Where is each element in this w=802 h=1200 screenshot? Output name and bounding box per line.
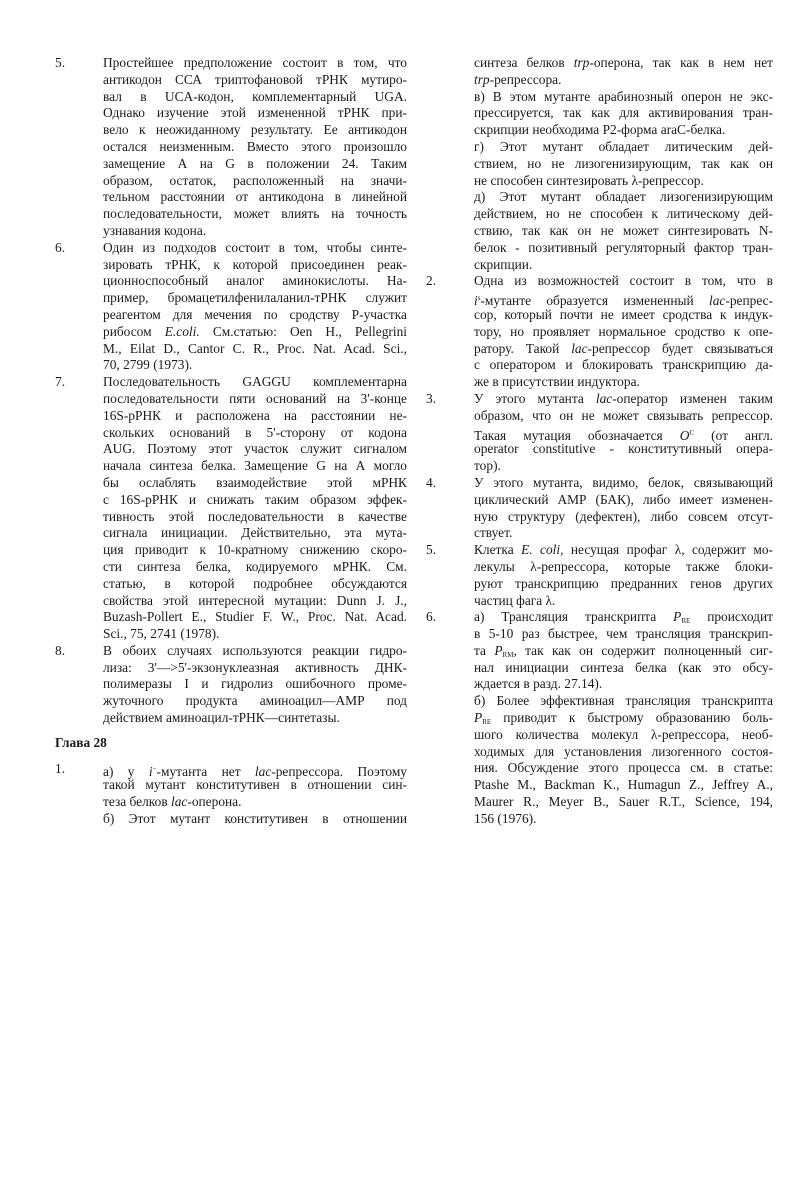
- text-segment: приводит к быстрому образованию боль-: [491, 710, 773, 726]
- text-line: лекулы λ-репрессора, которые также блоки-: [474, 558, 773, 574]
- text-line: ция приводит к 10-кратному снижению скоро-: [103, 542, 407, 558]
- paragraph: [474, 391, 773, 475]
- paragraph: [474, 89, 773, 139]
- answer-item: [55, 643, 407, 727]
- text-segment: -оператор изменен таким: [612, 390, 773, 406]
- text-segment: теза белков: [103, 794, 171, 810]
- italic-text: E. coli,: [521, 542, 564, 558]
- text-line: тор).: [474, 458, 501, 474]
- text-line: [474, 710, 773, 727]
- text-segment: (от англ.: [694, 427, 773, 443]
- italic-text: P: [673, 609, 682, 625]
- paragraph: [103, 643, 407, 727]
- text-line: Последовательность GAGGU комплементарна: [103, 374, 407, 390]
- italic-text: lac: [571, 340, 588, 356]
- text-line: ную структуру (дефектен), либо совсем отсут-: [474, 508, 773, 524]
- text-line: Одна из возможностей состоит в том, что в: [474, 273, 773, 289]
- item-body: [103, 55, 407, 240]
- paragraph: [474, 139, 773, 189]
- text-line: сигнала инициации. Действительно, эта мута-: [103, 525, 407, 541]
- item-body: [103, 761, 407, 828]
- item-number: 5.: [55, 55, 66, 70]
- text-line: 16S-рРНК и расположена на расстоянии не-: [103, 407, 407, 423]
- answer-item: [426, 55, 773, 273]
- text-line: Maurer R., Meyer B., Sauer R.T., Science, 194,: [474, 794, 773, 810]
- text-line: пример, бромацетилфенилаланил-тРНК служит: [103, 290, 407, 306]
- text-line: вело к неожиданному результату. Ее антикодон: [103, 122, 407, 138]
- italic-text: i: [148, 763, 153, 779]
- text-line: [474, 341, 773, 358]
- text-line: б) Этот мутант конститутивен в отношении: [103, 811, 407, 827]
- italic-text: O: [679, 427, 690, 443]
- text-line: ния. Обсуждение этого процесса см. в статье:: [474, 760, 773, 776]
- text-line: ждается в разд. 27.14).: [474, 676, 603, 692]
- italic-text: lac: [254, 763, 272, 779]
- paragraph: [474, 189, 773, 273]
- item-body: [474, 542, 773, 609]
- paragraph: [103, 811, 407, 828]
- text-segment: происходит: [690, 609, 774, 625]
- text-line: руют транскрипцию предранних генов других: [474, 575, 773, 591]
- text-line: тельном расстоянии от антикодона в линейной: [103, 189, 407, 205]
- text-line: реагентом для мечения по сродству Р-участка: [103, 306, 407, 322]
- italic-text: P: [494, 642, 503, 658]
- text-segment: -мутанте образуется измененный: [480, 293, 709, 309]
- text-line: [474, 391, 773, 408]
- item-number: 2.: [426, 273, 437, 289]
- text-line: [474, 72, 773, 89]
- text-segment: рибосом: [103, 323, 165, 339]
- text-line: 70, 2799 (1973).: [103, 357, 193, 373]
- subscript-text: RE: [681, 617, 691, 626]
- text-line: ходимых для установления лизогенного состоя-: [474, 743, 773, 759]
- text-segment: а) Трансляция транскрипта: [474, 609, 674, 625]
- text-line: ционноспособный аналог аминокислоты. На-: [103, 273, 407, 289]
- text-line: ствием, но не лизогенизирующим, так как он: [474, 155, 773, 171]
- text-line: [103, 324, 407, 341]
- item-body: [103, 374, 407, 643]
- text-line: антикодон ССА триптофановой тРНК мутиро-: [103, 71, 407, 87]
- subscript-text: RE: [482, 718, 492, 727]
- text-line: полимеразы I и гидролиз ошибочного проме-: [103, 676, 407, 692]
- paragraph: [474, 55, 773, 89]
- text-line: ствию, так как он не может синтезировать N-: [474, 222, 773, 238]
- superscript-text: C: [689, 428, 695, 437]
- chapter-heading: Глава 28: [55, 734, 107, 750]
- answer-item: [55, 761, 407, 828]
- text-line: сти синтеза белка, кодируемого мРНК. См.: [103, 558, 407, 574]
- paragraph: [103, 55, 407, 240]
- text-line: тивность этой последовательности в качестве: [103, 508, 407, 524]
- text-segment: У этого мутанта: [474, 390, 596, 406]
- text-segment: -оперона, так как в нем нет: [589, 55, 773, 70]
- text-line: нал инициации синтеза белка (как это обсу-: [474, 659, 773, 675]
- right-column: [426, 55, 773, 828]
- italic-text: lac: [595, 390, 613, 406]
- italic-text: P: [474, 710, 483, 726]
- italic-text: lac: [709, 293, 726, 309]
- text-segment: Такая мутация обозначается: [474, 427, 680, 443]
- paragraph: [474, 609, 773, 693]
- item-body: [474, 609, 773, 827]
- italic-text: i: [474, 293, 478, 309]
- text-line: [474, 425, 773, 442]
- item-number: 5.: [426, 542, 437, 558]
- paragraph: [103, 374, 407, 643]
- text-line: д) Этот мутант обладает лизогенизирующим: [474, 189, 773, 205]
- text-line: лиза: 3'—>5'-экзонуклеазная активность ДНК-: [103, 659, 407, 675]
- text-line: В обоих случаях используются реакции гидро-: [103, 642, 407, 658]
- item-body: [103, 643, 407, 727]
- text-line: вал в UCA-кодон, комплементарный UGA.: [103, 88, 407, 104]
- text-line: узнавания кодона.: [103, 222, 207, 238]
- item-body: [103, 240, 407, 374]
- item-number: 6.: [426, 609, 437, 625]
- paragraph: [474, 273, 773, 391]
- text-line: действием аминоацил-тРНК—синтетазы.: [103, 710, 340, 726]
- item-number: 4.: [426, 474, 437, 490]
- italic-text: trp: [573, 55, 590, 70]
- answer-item: [55, 240, 407, 374]
- text-segment: См.статью: Oen H., Pellegrini: [199, 323, 407, 339]
- text-line: [103, 794, 407, 811]
- text-line: остался неизменным. Вместо этого произошло: [103, 138, 407, 154]
- text-line: зировать тРНК, к которой присоединен реак-: [103, 256, 407, 272]
- text-line: частиц фага λ.: [474, 592, 556, 608]
- text-segment: , так как он содержит полноценный сиг-: [513, 642, 773, 658]
- item-number: 1.: [55, 760, 66, 776]
- item-number: 7.: [55, 374, 66, 390]
- text-line: У этого мутанта, видимо, белок, связывающий: [474, 474, 773, 490]
- text-line: бы ослаблять взаимодействие этой мРНК: [103, 474, 407, 490]
- text-segment: синтеза белков: [474, 55, 574, 70]
- text-line: Buzash-Pollert E., Studier F. W., Proc. Nat. Acad.: [103, 609, 407, 625]
- text-line: [474, 290, 773, 307]
- answer-item: [426, 475, 773, 542]
- text-line: же в присутствии индуктора.: [474, 374, 640, 390]
- text-segment: -оперона.: [187, 794, 242, 810]
- paragraph: [474, 693, 773, 827]
- text-line: Один из подходов состоит в том, чтобы синте-: [103, 239, 407, 255]
- text-line: образом, остаток, расположенный на значи-: [103, 172, 407, 188]
- paragraph: [103, 240, 407, 374]
- italic-text: trp: [474, 71, 490, 87]
- text-line: AUG. Поэтому этот участок служит сигналом: [103, 441, 407, 457]
- text-line: шого количества молекул λ-репрессора, необ-: [474, 726, 773, 742]
- text-line: тору, но проявляет нормальное сродство к опе-: [474, 323, 773, 339]
- left-column: [55, 55, 407, 828]
- text-line: статью, в которой подробнее обсуждаются: [103, 575, 407, 591]
- text-segment: -мутанта нет: [156, 763, 255, 779]
- italic-text: E.coli.: [164, 323, 200, 339]
- text-line: 156 (1976).: [474, 810, 537, 826]
- answer-item: [55, 374, 407, 643]
- paragraph: [474, 542, 773, 609]
- text-line: начала синтеза белка. Замещение G на А могло: [103, 458, 407, 474]
- item-number: 3.: [426, 390, 437, 406]
- text-line: Простейшее предположение состоит в том, что: [103, 55, 407, 70]
- paragraph: [103, 761, 407, 811]
- text-segment: -репрес-: [725, 293, 773, 309]
- item-body: [474, 55, 773, 273]
- text-line: не способен синтезировать λ-репрессор.: [474, 172, 704, 188]
- text-segment: несущая профаг λ, содержит мо-: [563, 542, 773, 558]
- text-segment: ратору. Такой: [474, 340, 572, 356]
- text-line: жуточного продукта аминоацил—АМР под: [103, 693, 407, 709]
- item-body: [474, 475, 773, 542]
- item-body: [474, 273, 773, 391]
- text-line: прессируется, так как для активирования тран-: [474, 105, 773, 121]
- text-line: действием, но не способен к литическому дей-: [474, 206, 773, 222]
- text-segment: -репрессора. Поэтому: [271, 763, 408, 779]
- text-segment: -репрессор будет связываться: [587, 340, 773, 356]
- text-line: ствует.: [474, 525, 513, 541]
- text-line: циклический АМР (БАК), либо имеет изменен-: [474, 491, 773, 507]
- text-line: [103, 761, 407, 778]
- text-line: последовательности, может влиять на точность: [103, 206, 407, 222]
- item-body: [474, 391, 773, 475]
- text-line: с 16S-рРНК и снижать таким образом эффек-: [103, 491, 407, 507]
- text-line: operator constitutive - конститутивный опера-: [474, 441, 773, 457]
- text-line: такой мутант конститутивен в отношении син-: [103, 777, 407, 793]
- text-line: Однако изучение этой измененной тРНК при-: [103, 105, 407, 121]
- text-line: Sci., 75, 2741 (1978).: [103, 626, 220, 642]
- text-line: г) Этот мутант обладает литическим дей-: [474, 138, 773, 154]
- answer-item: [426, 609, 773, 827]
- text-line: в 5-10 раз быстрее, чем трансляция транскрип-: [474, 626, 773, 642]
- text-line: скрипции необходима Р2-форма araC-белка.: [474, 122, 726, 138]
- text-line: б) Более эффективная трансляция транскрипта: [474, 693, 773, 709]
- answer-item: [426, 391, 773, 475]
- item-number: 8.: [55, 642, 66, 658]
- superscript-text: −: [152, 764, 157, 773]
- text-segment: та: [474, 642, 495, 658]
- item-number: 6.: [55, 239, 66, 255]
- text-line: в) В этом мутанте арабинозный оперон не экс-: [474, 88, 773, 104]
- text-line: свойства этой интересной мутации: Dunn J. J.,: [103, 592, 407, 608]
- text-line: скрипции.: [474, 256, 533, 272]
- text-line: образом, что он не может связывать репрессор.: [474, 407, 773, 423]
- subscript-text: RM: [502, 650, 514, 659]
- italic-text: lac: [171, 794, 188, 810]
- text-segment: -репрессора.: [489, 71, 562, 87]
- text-line: [474, 643, 773, 660]
- text-line: замещение А на G в положении 24. Таким: [103, 155, 407, 171]
- answer-item: [426, 542, 773, 609]
- text-segment: Клетка: [474, 542, 522, 558]
- answer-item: [426, 273, 773, 391]
- text-segment: а) у: [103, 763, 149, 779]
- paragraph: [474, 475, 773, 542]
- text-line: [474, 55, 773, 72]
- text-line: Ptashe M., Backman K., Humagun Z., Jeffrey A.,: [474, 777, 773, 793]
- text-line: [474, 542, 773, 559]
- answer-item: [55, 55, 407, 240]
- text-line: с оператором и блокировать транскрипцию да-: [474, 357, 773, 373]
- text-line: M., Eilat D., Cantor C. R., Proc. Nat. Acad. Sci.,: [103, 340, 407, 356]
- text-line: последовательности пяти оснований на 3'-конце: [103, 390, 407, 406]
- text-line: белок - позитивный регуляторный фактор тран-: [474, 239, 773, 255]
- text-line: скольких оснований в 5'-сторону от кодона: [103, 424, 407, 440]
- superscript-text: s: [477, 294, 481, 303]
- text-line: [474, 609, 773, 626]
- text-line: сор, который почти не имеет сродства к индук-: [474, 306, 773, 322]
